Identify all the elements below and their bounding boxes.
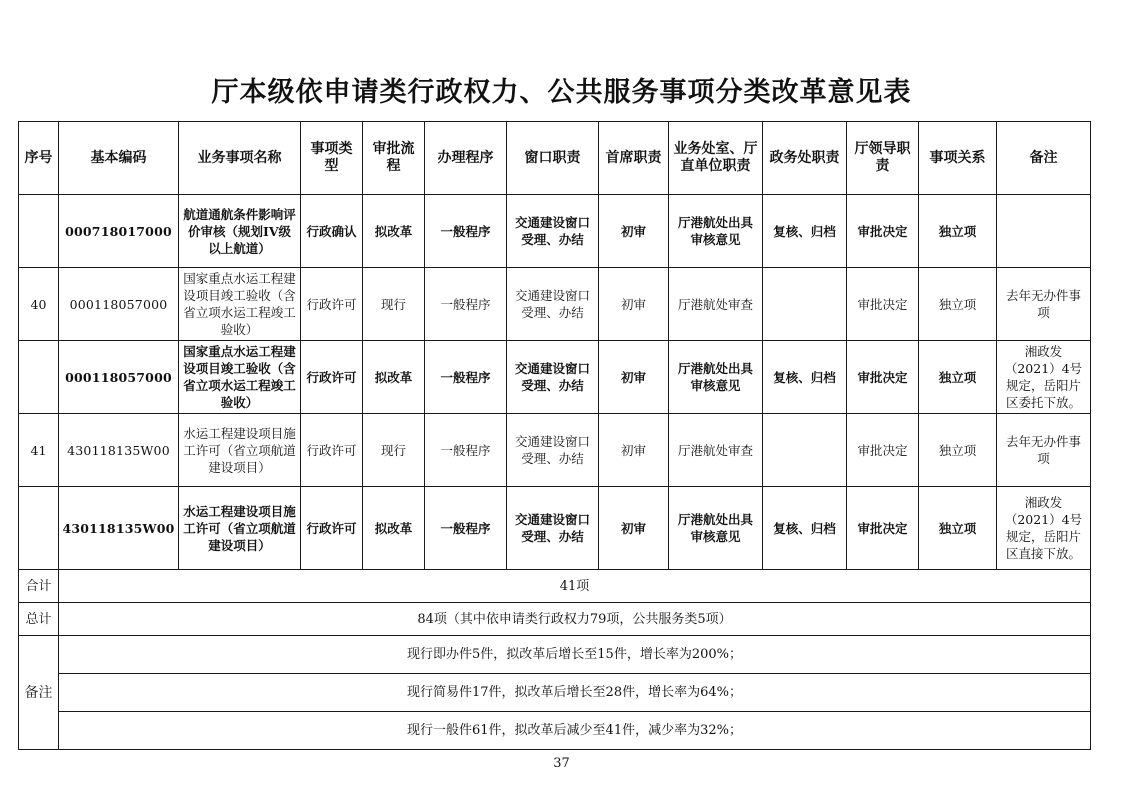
header-name: 业务事项名称: [179, 122, 301, 195]
notes-row: [19, 636, 1091, 674]
header-remark: 备注: [997, 122, 1091, 195]
header-dept: 业务处室、厅直单位职责: [669, 122, 763, 195]
cell-code: 000118057000: [59, 268, 179, 341]
cell-name: 国家重点水运工程建设项目竣工验收（含省立项水运工程竣工验收）: [179, 341, 301, 414]
header-window: 窗口职责: [507, 122, 599, 195]
cell-procedure: 一般程序: [425, 414, 507, 487]
cell-window: 交通建设窗口受理、办结: [507, 341, 599, 414]
cell-leader: 审批决定: [847, 195, 919, 268]
total-value: 84项（其中依申请类行政权力79项，公共服务类5项）: [59, 603, 1091, 636]
table-row: [19, 195, 1091, 268]
header-gov: 政务处职责: [763, 122, 847, 195]
cell-code: 430118135W00: [59, 414, 179, 487]
table-row: [19, 414, 1091, 487]
cell-chief: 初审: [599, 341, 669, 414]
cell-name: 航道通航条件影响评价审核（规划IV级以上航道）: [179, 195, 301, 268]
table-row: [19, 487, 1091, 570]
cell-relation: 独立项: [919, 487, 997, 570]
cell-flow: 拟改革: [363, 487, 425, 570]
cell-leader: 审批决定: [847, 341, 919, 414]
header-seq: 序号: [19, 122, 59, 195]
notes-row: [19, 674, 1091, 712]
note-item: 现行一般件61件，拟改革后减少至41件，减少率为32%；: [59, 712, 1091, 750]
cell-name: 水运工程建设项目施工许可（省立项航道建设项目）: [179, 487, 301, 570]
cell-dept: 厅港航处出具审核意见: [669, 487, 763, 570]
cell-chief: 初审: [599, 487, 669, 570]
cell-leader: 审批决定: [847, 487, 919, 570]
header-code: 基本编码: [59, 122, 179, 195]
cell-remark: 去年无办件事项: [997, 268, 1091, 341]
cell-dept: 厅港航处出具审核意见: [669, 341, 763, 414]
total-row: [19, 603, 1091, 636]
table-row: [19, 268, 1091, 341]
cell-gov: 复核、归档: [763, 341, 847, 414]
page-number: 37: [553, 756, 570, 771]
total-label: 总计: [19, 603, 59, 636]
note-item: 现行简易件17件，拟改革后增长至28件，增长率为64%；: [59, 674, 1091, 712]
cell-flow: 拟改革: [363, 195, 425, 268]
cell-relation: 独立项: [919, 268, 997, 341]
note-item: 现行即办件5件，拟改革后增长至15件，增长率为200%；: [59, 636, 1091, 674]
cell-procedure: 一般程序: [425, 195, 507, 268]
cell-relation: 独立项: [919, 341, 997, 414]
cell-window: 交通建设窗口受理、办结: [507, 487, 599, 570]
cell-flow: 拟改革: [363, 341, 425, 414]
cell-chief: 初审: [599, 414, 669, 487]
cell-gov: 复核、归档: [763, 195, 847, 268]
cell-flow: 现行: [363, 268, 425, 341]
cell-procedure: 一般程序: [425, 268, 507, 341]
cell-type: 行政许可: [301, 414, 363, 487]
subtotal-label: 合计: [19, 570, 59, 603]
cell-remark: 湘政发（2021）4号规定，岳阳片区直接下放。: [997, 487, 1091, 570]
cell-type: 行政许可: [301, 268, 363, 341]
cell-name: 国家重点水运工程建设项目竣工验收（含省立项水运工程竣工验收）: [179, 268, 301, 341]
cell-gov: [763, 268, 847, 341]
notes-row: [19, 712, 1091, 750]
cell-dept: 厅港航处出具审核意见: [669, 195, 763, 268]
cell-code: 430118135W00: [59, 487, 179, 570]
cell-window: 交通建设窗口受理、办结: [507, 414, 599, 487]
cell-seq: 40: [19, 268, 59, 341]
cell-procedure: 一般程序: [425, 487, 507, 570]
cell-seq: [19, 487, 59, 570]
cell-window: 交通建设窗口受理、办结: [507, 268, 599, 341]
cell-seq: [19, 195, 59, 268]
subtotal-row: [19, 570, 1091, 603]
page-title: 厅本级依申请类行政权力、公共服务事项分类改革意见表: [211, 77, 912, 108]
notes-label: 备注: [24, 684, 53, 701]
cell-type: 行政许可: [301, 487, 363, 570]
header-relation: 事项关系: [919, 122, 997, 195]
cell-code: 000718017000: [59, 195, 179, 268]
cell-leader: 审批决定: [847, 414, 919, 487]
cell-chief: 初审: [599, 195, 669, 268]
cell-remark: 去年无办件事项: [997, 414, 1091, 487]
table-row: [19, 341, 1091, 414]
cell-type: 行政许可: [301, 341, 363, 414]
cell-code: 000118057000: [59, 341, 179, 414]
cell-relation: 独立项: [919, 195, 997, 268]
cell-relation: 独立项: [919, 414, 997, 487]
cell-gov: [763, 414, 847, 487]
cell-chief: 初审: [599, 268, 669, 341]
reform-table: [18, 121, 1091, 750]
cell-window: 交通建设窗口受理、办结: [507, 195, 599, 268]
header-chief: 首席职责: [599, 122, 669, 195]
subtotal-value: 41项: [59, 570, 1091, 603]
cell-remark: [997, 195, 1091, 268]
header-procedure: 办理程序: [425, 122, 507, 195]
cell-gov: 复核、归档: [763, 487, 847, 570]
cell-dept: 厅港航处审查: [669, 414, 763, 487]
cell-seq: 41: [19, 414, 59, 487]
cell-leader: 审批决定: [847, 268, 919, 341]
header-row: [19, 122, 1091, 195]
cell-procedure: 一般程序: [425, 341, 507, 414]
cell-remark: 湘政发（2021）4号规定，岳阳片区委托下放。: [997, 341, 1091, 414]
header-flow: 审批流程: [363, 122, 425, 195]
notes-label-cell: [19, 636, 59, 750]
cell-dept: 厅港航处审查: [669, 268, 763, 341]
cell-seq: [19, 341, 59, 414]
header-leader: 厅领导职责: [847, 122, 919, 195]
cell-name: 水运工程建设项目施工许可（省立项航道建设项目）: [179, 414, 301, 487]
header-type: 事项类型: [301, 122, 363, 195]
cell-flow: 现行: [363, 414, 425, 487]
cell-type: 行政确认: [301, 195, 363, 268]
